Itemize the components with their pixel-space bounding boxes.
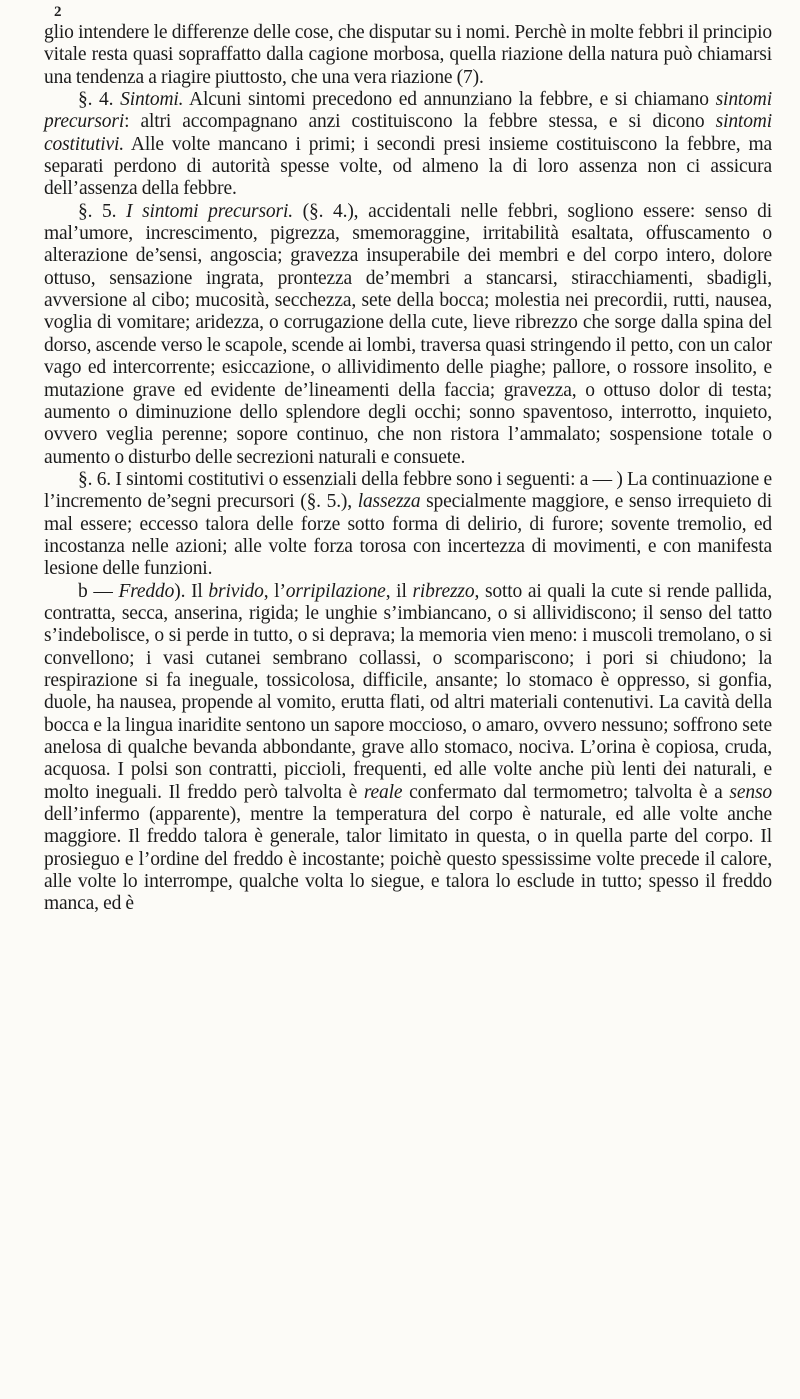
italic-text: ribrezzo (412, 580, 475, 602)
italic-text: orripilazione (285, 580, 386, 602)
paragraph-section-5-sintomi-precursori (44, 201, 772, 469)
italic-text: Freddo (118, 580, 175, 602)
italic-text: brivido (208, 580, 264, 602)
paragraph-section-6-sintomi-costitutivi (44, 469, 772, 581)
text-run: §. 6. I sintomi costitutivi o essenziali della febbre sono i seguenti: (78, 468, 580, 490)
text-run: : altri accompagnano anzi costituiscono la febbre stessa, e si dicono (124, 111, 716, 133)
text-run: Alle volte mancano i primi; i secondi presi insieme costituiscono la febbre, ma separati perdono di autorità spesse volte, od almeno la di loro assenza non ci assicura dell’assenza della febbre. (44, 133, 772, 200)
text-run: (§. 4.), accidentali nelle febbri, sogliono essere: senso di mal’umore, increscimento, pigrezza, smemoraggine, irritabilità esaltata, offuscamento o alterazione de’sensi, angoscia; gravezza insuperabile dei membri e del corpo intero, dolore ottuso, sensazione ingrata, prontezza de’membri a stancarsi, stiracchiamenti, sbadigli, avversione al cibo; mucosità, secchezza, sete della bocca; molestia nei precordii, rutti, nausea, voglia di vomitare; aridezza, o corrugazione della cute, lieve ribrezzo che sorge dalla spina del dorso, ascende verso le scapole, scende ai lombi, traversa quasi stringendo il petto, con un calor vago ed intercorrente; esiccazione, o allividimento delle piaghe; pallore, o rossore insolito, e mutazione grave ed evidente de’lineamenti della faccia; gravezza, o ottuso dolor di testa; aumento o diminuzione dello splendore degli occhi; sonno spaventoso, interrotto, inquieto, ovvero veglia perenne; sopore continuo, che non ristora l’ammalato; sospensione totale o aumento o disturbo delle secrezioni naturali e consuete. (44, 200, 772, 468)
text-run: , il (385, 580, 413, 602)
text-run: ). Il (174, 580, 209, 602)
italic-text: Sintomi. (120, 89, 184, 111)
italic-text: senso (729, 781, 772, 803)
paragraph-section-4-sintomi (44, 89, 772, 201)
italic-text: lassezza (357, 491, 421, 513)
italic-text: reale (363, 781, 403, 803)
text-run: specialmente maggiore, e senso irrequieto di mal essere; eccesso talora delle forze sotto forma di delirio, di furore; sovente tremolio, ed incostanza nelle azioni; alle volte forza torosa con incertezza di movimenti, e con manifesta lesione delle funzioni. (44, 491, 772, 580)
italic-text: sintomi costitutivi. (44, 111, 772, 155)
text-run: §. 5. (78, 200, 127, 222)
text-run: confermato dal termometro; talvolta è a (402, 781, 730, 803)
text-run: glio intendere le differenze delle cose, che disputar su i nomi. Perchè in molte febbri il principio vitale resta quasi sopraffatto dalla cagione morbosa, quella riazione della natura può chiamarsi una tendenza a riagire piuttosto, che una vera riazione (7). (44, 22, 772, 88)
paragraph-continuation (44, 22, 772, 89)
text-run: Alcuni sintomi precedono ed annunziano la febbre, e si chiamano (183, 89, 716, 111)
text-run: dell’infermo (apparente), mentre la temperatura del corpo è naturale, ed alle volte anche maggiore. Il freddo talora è generale, talor limitato in questa, o in quella parte del corpo. Il prosieguo e l’ordine del freddo è incostante; poichè questo spessissime volte precede il calore, alle volte lo interrompe, qualche volta lo siegue, e talora lo esclude in tutto; spesso il freddo manca, ed è (44, 804, 772, 915)
text-run: b — (78, 580, 119, 602)
italic-text: I sintomi precursori. (126, 200, 293, 222)
italic-text: sintomi precursori (44, 89, 772, 133)
text-run: , l’ (263, 580, 286, 602)
body-text (44, 22, 772, 916)
text-run: a — ) La continuazione e l’incremento de’segni precursori (§. 5.), (44, 468, 772, 513)
page-number: 2 (54, 4, 62, 20)
text-run: , sotto ai quali la cute si rende pallida, contratta, secca, anserina, rigida; le unghie s’imbiancano, o si allividiscono; il senso del tatto s’indebolisce, o si perde in tutto, o si deprava; la memoria vien meno: i muscoli tremolano, o si convellono; i vasi cutanei sembrano collassi, o scompariscono; i pori si chiudono; la respirazione si fa ineguale, tossicolosa, difficile, ansante; lo stomaco è oppresso, si gonfia, duole, ha nausea, propende al vomito, erutta flati, od altri materiali contenutivi. La cavità della bocca e la lingua inaridite sentono un sapore moccioso, o amaro, ovvero nessuno; soffrono sete anelosa di qualche bevanda abbondante, grave allo stomaco, nociva. L’orina è copiosa, cruda, acquosa. I polsi son contratti, piccioli, frequenti, ed alle volte anche più lenti dei naturali, e molto ineguali. Il freddo però talvolta è (44, 580, 773, 803)
paragraph-freddo (44, 581, 772, 916)
text-run: §. 4. (78, 89, 121, 111)
